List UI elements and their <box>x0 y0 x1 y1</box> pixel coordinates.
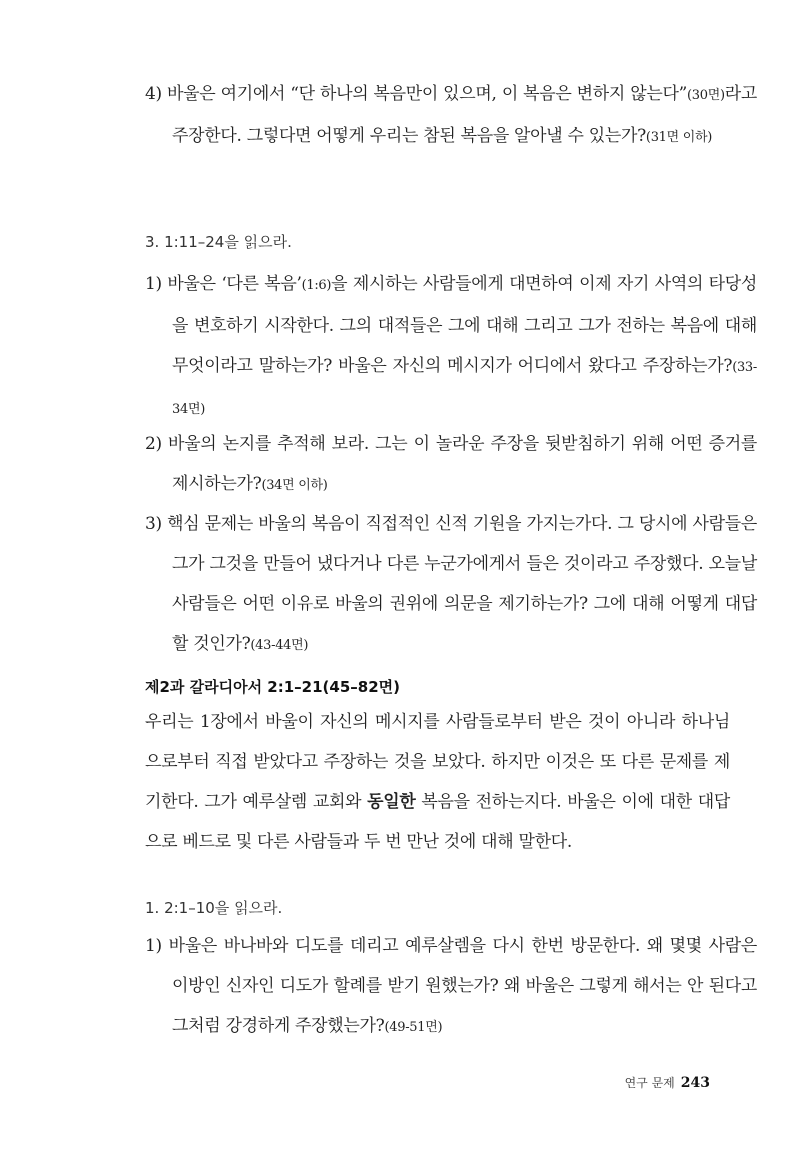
page-number: 243 <box>680 1075 710 1091</box>
section-3-question-3: 3) 핵심 문제는 바울의 복음이 직접적인 신적 기원을 가지는가다. 그 당시에 사람들은 그가 그것을 만들어 냈다거나 다른 누군가에게서 들은 것이라고 주장했다. 오늘날 사람들은 어떤 이유로 바울의 권위에 의문을 제기하는가? 그에 대해 어떻게 대답할 것인가?(43-44면) <box>145 514 757 654</box>
chapter-2-heading: 제2과 갈라디아서 2:1–21(45–82면) <box>145 678 401 696</box>
section-3-title: 3. 1:11–24을 읽으라. <box>145 233 292 251</box>
section-1-question-1: 1) 바울은 바나바와 디도를 데리고 예루살렘을 다시 한번 방문한다. 왜 몇몇 사람은 이방인 신자인 디도가 할례를 받기 원했는가? 왜 바울은 그렇게 해서는 안 된다고 그처럼 강경하게 주장했는가?(49-51면) <box>145 936 757 1036</box>
question-4: 4) 바울은 여기에서 “단 하나의 복음만이 있으며, 이 복음은 변하지 않는다”(30면)라고 주장한다. 그렇다면 어떻게 우리는 참된 복음을 알아낼 수 있는가?(31면 이하) <box>145 84 757 146</box>
section-3-question-2: 2) 바울의 논지를 추적해 보라. 그는 이 놀라운 주장을 뒷받침하기 위해 어떤 증거를 제시하는가?(34면 이하) <box>145 434 757 494</box>
emphasis-same: 동일한 <box>367 792 416 812</box>
page-footer <box>625 1074 710 1091</box>
footer-label: 연구 문제 <box>624 1076 675 1090</box>
section-1-title: 1. 2:1–10을 읽으라. <box>145 899 283 917</box>
section-3-question-1: 1) 바울은 ‘다른 복음’(1:6)을 제시하는 사람들에게 대면하여 이제 자기 사역의 타당성을 변호하기 시작한다. 그의 대적들은 그에 대해 그리고 그가 전하는 복음에 대해 무엇이라고 말하는가? 바울은 자신의 메시지가 어디에서 왔다고 주장하는가?(33-34면) <box>145 274 757 417</box>
chapter-2-intro: 우리는 1장에서 바울이 자신의 메시지를 사람들로부터 받은 것이 아니라 하나님으로부터 직접 받았다고 주장하는 것을 보았다. 하지만 이것은 또 다른 문제를 제기한다. 그가 예루살렘 교회와 동일한 복음을 전하는지다. 바울은 이에 대한 대답으로 베드로 및 다른 사람들과 두 번 만난 것에 대해 말한다. <box>145 712 730 852</box>
